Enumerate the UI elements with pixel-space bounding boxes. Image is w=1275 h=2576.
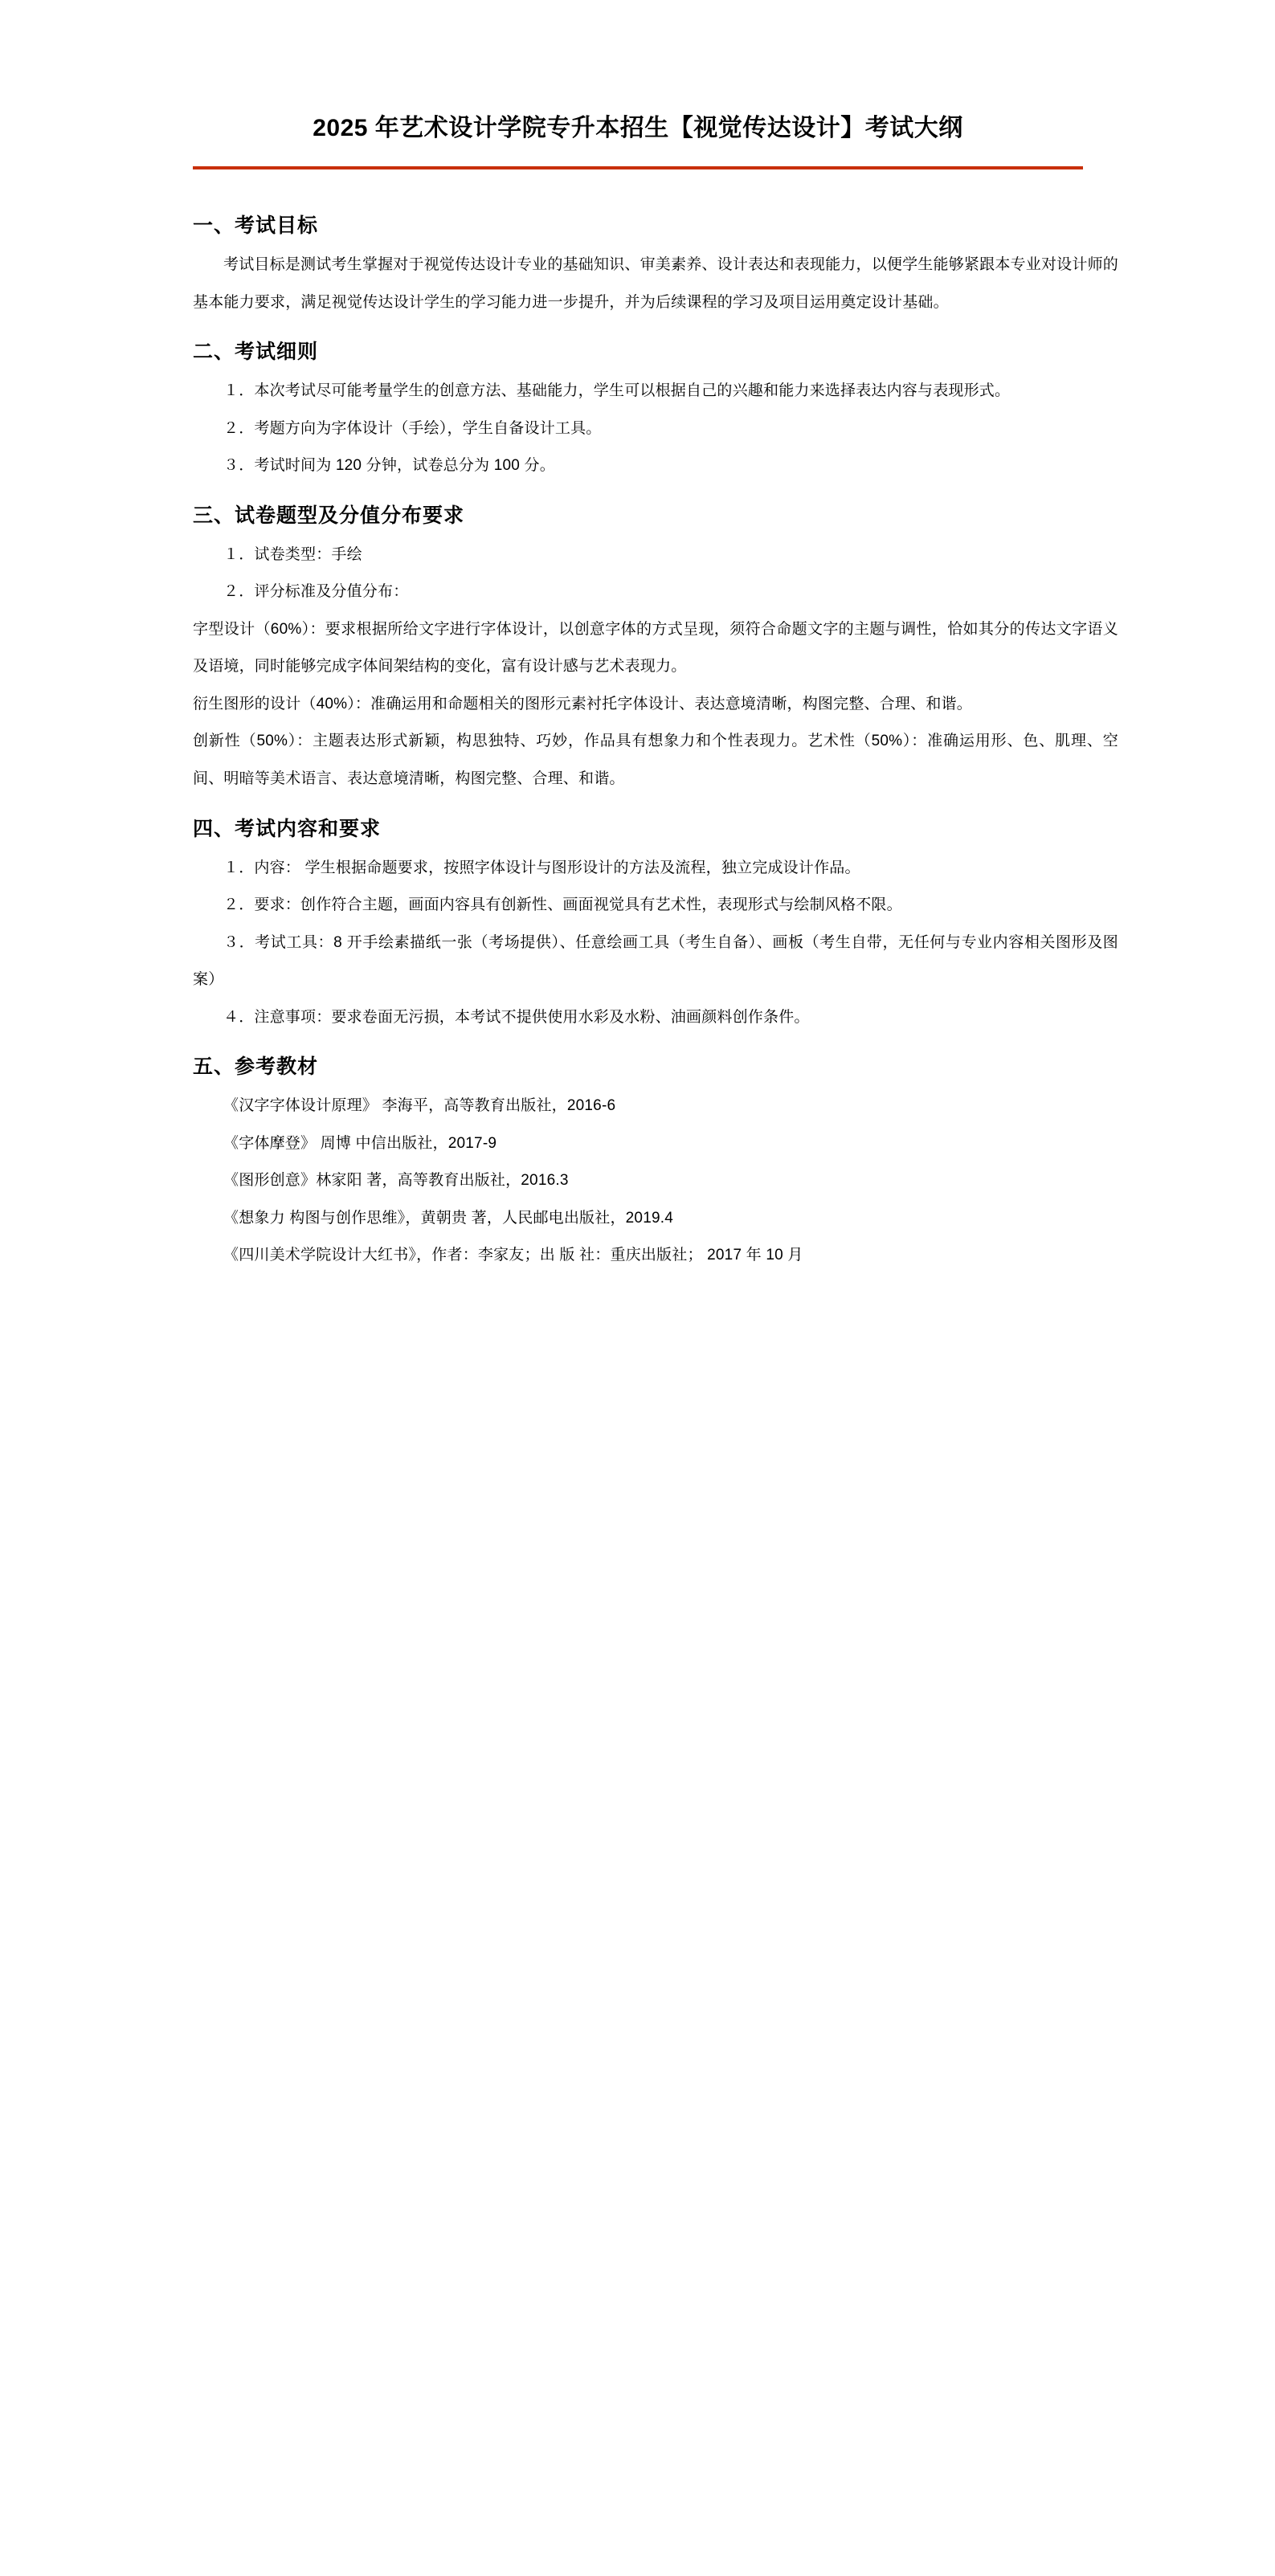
section-heading-2: 二、考试细则 xyxy=(193,341,319,364)
section-heading-3: 三、试卷题型及分值分布要求 xyxy=(193,504,465,527)
reference-item-4: 《想象力 构图与创作思维》，黄朝贵 著，人民邮电出版社，2019.4 xyxy=(223,1209,673,1227)
reference-item-5: 《四川美术学院设计大红书》，作者：李家友；出 版 社：重庆出版社； 2017 年 10 月 xyxy=(223,1247,803,1264)
section-4-item-3: ３．考试工具：8 开手绘素描纸一张（考场提供）、任意绘画工具（考生自备）、画板（考生自带，无任何与专业内容相关图形及图案） xyxy=(193,933,1118,989)
section-3-item-1: １．试卷类型：手绘 xyxy=(223,545,362,563)
section-heading-5: 五、参考教材 xyxy=(193,1055,319,1079)
section-4-item-1: １．内容： 学生根据命题要求，按照字体设计与图形设计的方法及流程，独立完成设计作品。 xyxy=(223,859,860,876)
section-3-criterion-typeface: 字型设计（60%）：要求根据所给文字进行字体设计，以创意字体的方式呈现，须符合命题文字的主题与调性，恰如其分的传达文字语义及语境，同时能够完成字体间架结构的变化，富有设计感与艺术表现力。 xyxy=(193,620,1118,676)
section-4-item-4: ４．注意事项：要求卷面无污损，本考试不提供使用水彩及水粉、油画颜料创作条件。 xyxy=(223,1008,810,1026)
reference-item-1: 《汉字字体设计原理》 李海平，高等教育出版社，2016-6 xyxy=(223,1097,616,1115)
reference-item-3: 《图形创意》林家阳 著，高等教育出版社，2016.3 xyxy=(223,1172,569,1190)
section-heading-1: 一、考试目标 xyxy=(193,214,319,237)
section-2-item-3: ３．考试时间为 120 分钟，试卷总分为 100 分。 xyxy=(223,457,555,475)
section-heading-4: 四、考试内容和要求 xyxy=(193,817,382,840)
section-3-item-2: ２．评分标准及分值分布： xyxy=(223,583,409,601)
section-4-item-2: ２．要求：创作符合主题，画面内容具有创新性、画面视觉具有艺术性，表现形式与绘制风格不限。 xyxy=(223,896,902,914)
reference-item-2: 《字体摩登》 周博 中信出版社，2017-9 xyxy=(223,1134,497,1152)
section-3-criterion-innovation-art: 创新性（50%）：主题表达形式新颖，构思独特、巧妙，作品具有想象力和个性表现力。艺术性（50%）：准确运用形、色、肌理、空间、明暗等美术语言、表达意境清晰，构图完整、合理、和谐。 xyxy=(193,733,1118,788)
title-block xyxy=(0,0,1275,169)
section-1-paragraph-1: 考试目标是测试考生掌握对于视觉传达设计专业的基础知识、审美素养、设计表达和表现能力，以便学生能够紧跟本专业对设计师的基本能力要求，满足视觉传达设计学生的学习能力进一步提升，并为后续课程的学习及项目运用奠定设计基础。 xyxy=(193,256,1118,311)
section-2-item-1: １．本次考试尽可能考量学生的创意方法、基础能力，学生可以根据自己的兴趣和能力来选择表达内容与表现形式。 xyxy=(223,382,1011,400)
page-title: 2025 年艺术设计学院专升本招生【视觉传达设计】考试大纲 xyxy=(313,115,963,141)
section-2-item-2: ２．考题方向为字体设计（手绘），学生自备设计工具。 xyxy=(223,419,602,437)
document-content xyxy=(0,169,1275,1275)
section-3-criterion-graphics: 衍生图形的设计（40%）：准确运用和命题相关的图形元素衬托字体设计、表达意境清晰，构图完整、合理、和谐。 xyxy=(193,695,972,712)
